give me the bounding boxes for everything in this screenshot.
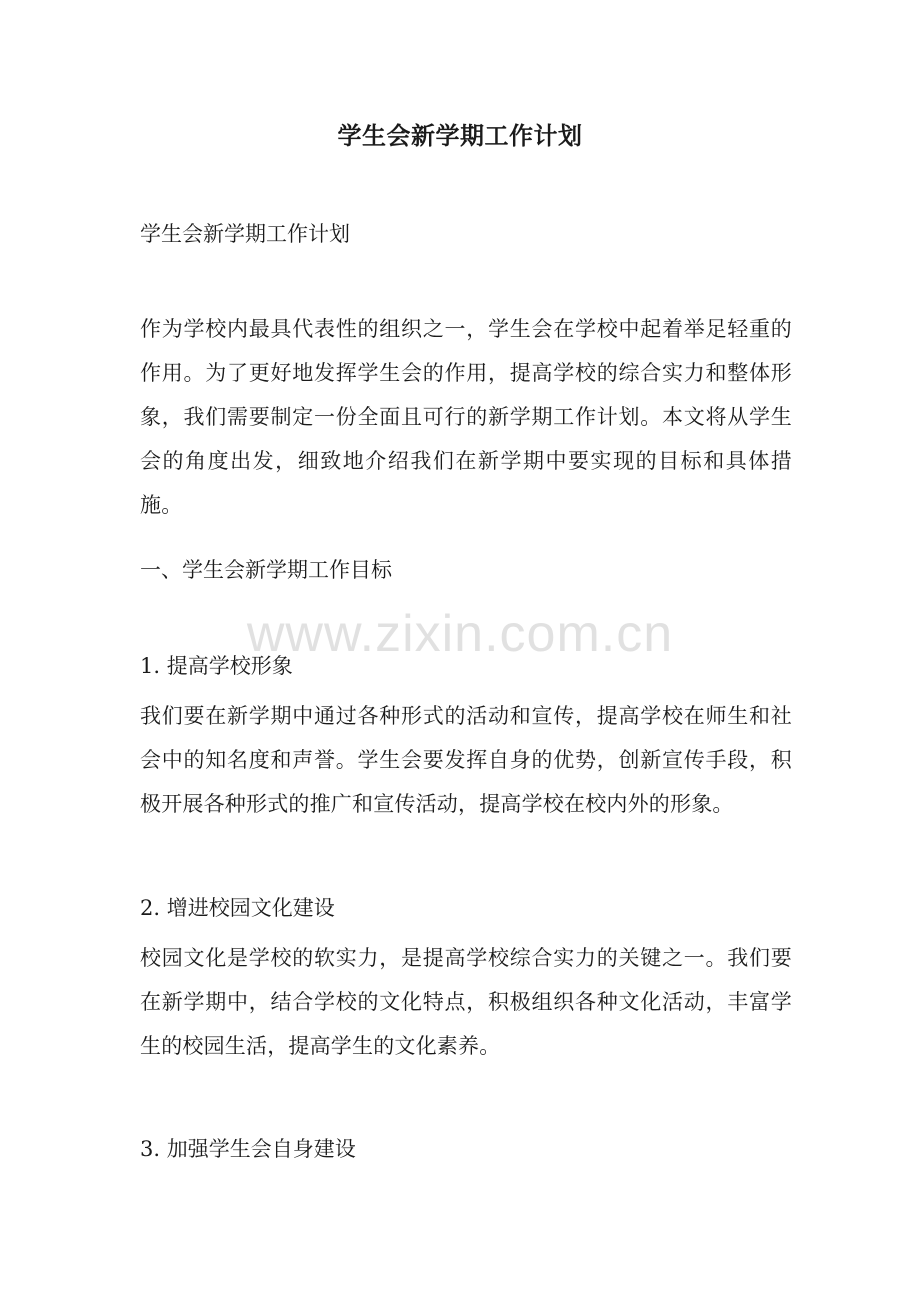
section-heading: 一、学生会新学期工作目标 — [140, 558, 392, 582]
intro-paragraph: 作为学校内最具代表性的组织之一，学生会在学校中起着举足轻重的作用。为了更好地发挥学生会的作用，提高学校的综合实力和整体形象，我们需要制定一份全面且可行的新学期工作计划。本文将从学生会的角度出发，细致地介绍我们在新学期中要实现的目标和具体措施。 — [140, 317, 792, 517]
document-subtitle: 学生会新学期工作计划 — [140, 222, 350, 246]
item-heading-2: 2. 增进校园文化建设 — [140, 896, 335, 920]
item-heading-1: 1. 提高学校形象 — [140, 654, 293, 678]
document-title: 学生会新学期工作计划 — [337, 121, 583, 150]
item-body-1: 我们要在新学期中通过各种形式的活动和宣传，提高学校在师生和社会中的知名度和声誉。学生会要发挥自身的优势，创新宣传手段，积极开展各种形式的推广和宣传活动，提高学校在校内外的形象。 — [140, 704, 792, 816]
item-body-2: 校园文化是学校的软实力，是提高学校综合实力的关键之一。我们要在新学期中，结合学校的文化特点，积极组织各种文化活动，丰富学生的校园生活，提高学生的文化素养。 — [140, 946, 792, 1058]
watermark: www.zixin.com.cn — [246, 605, 674, 663]
item-heading-3: 3. 加强学生会自身建设 — [140, 1137, 356, 1161]
